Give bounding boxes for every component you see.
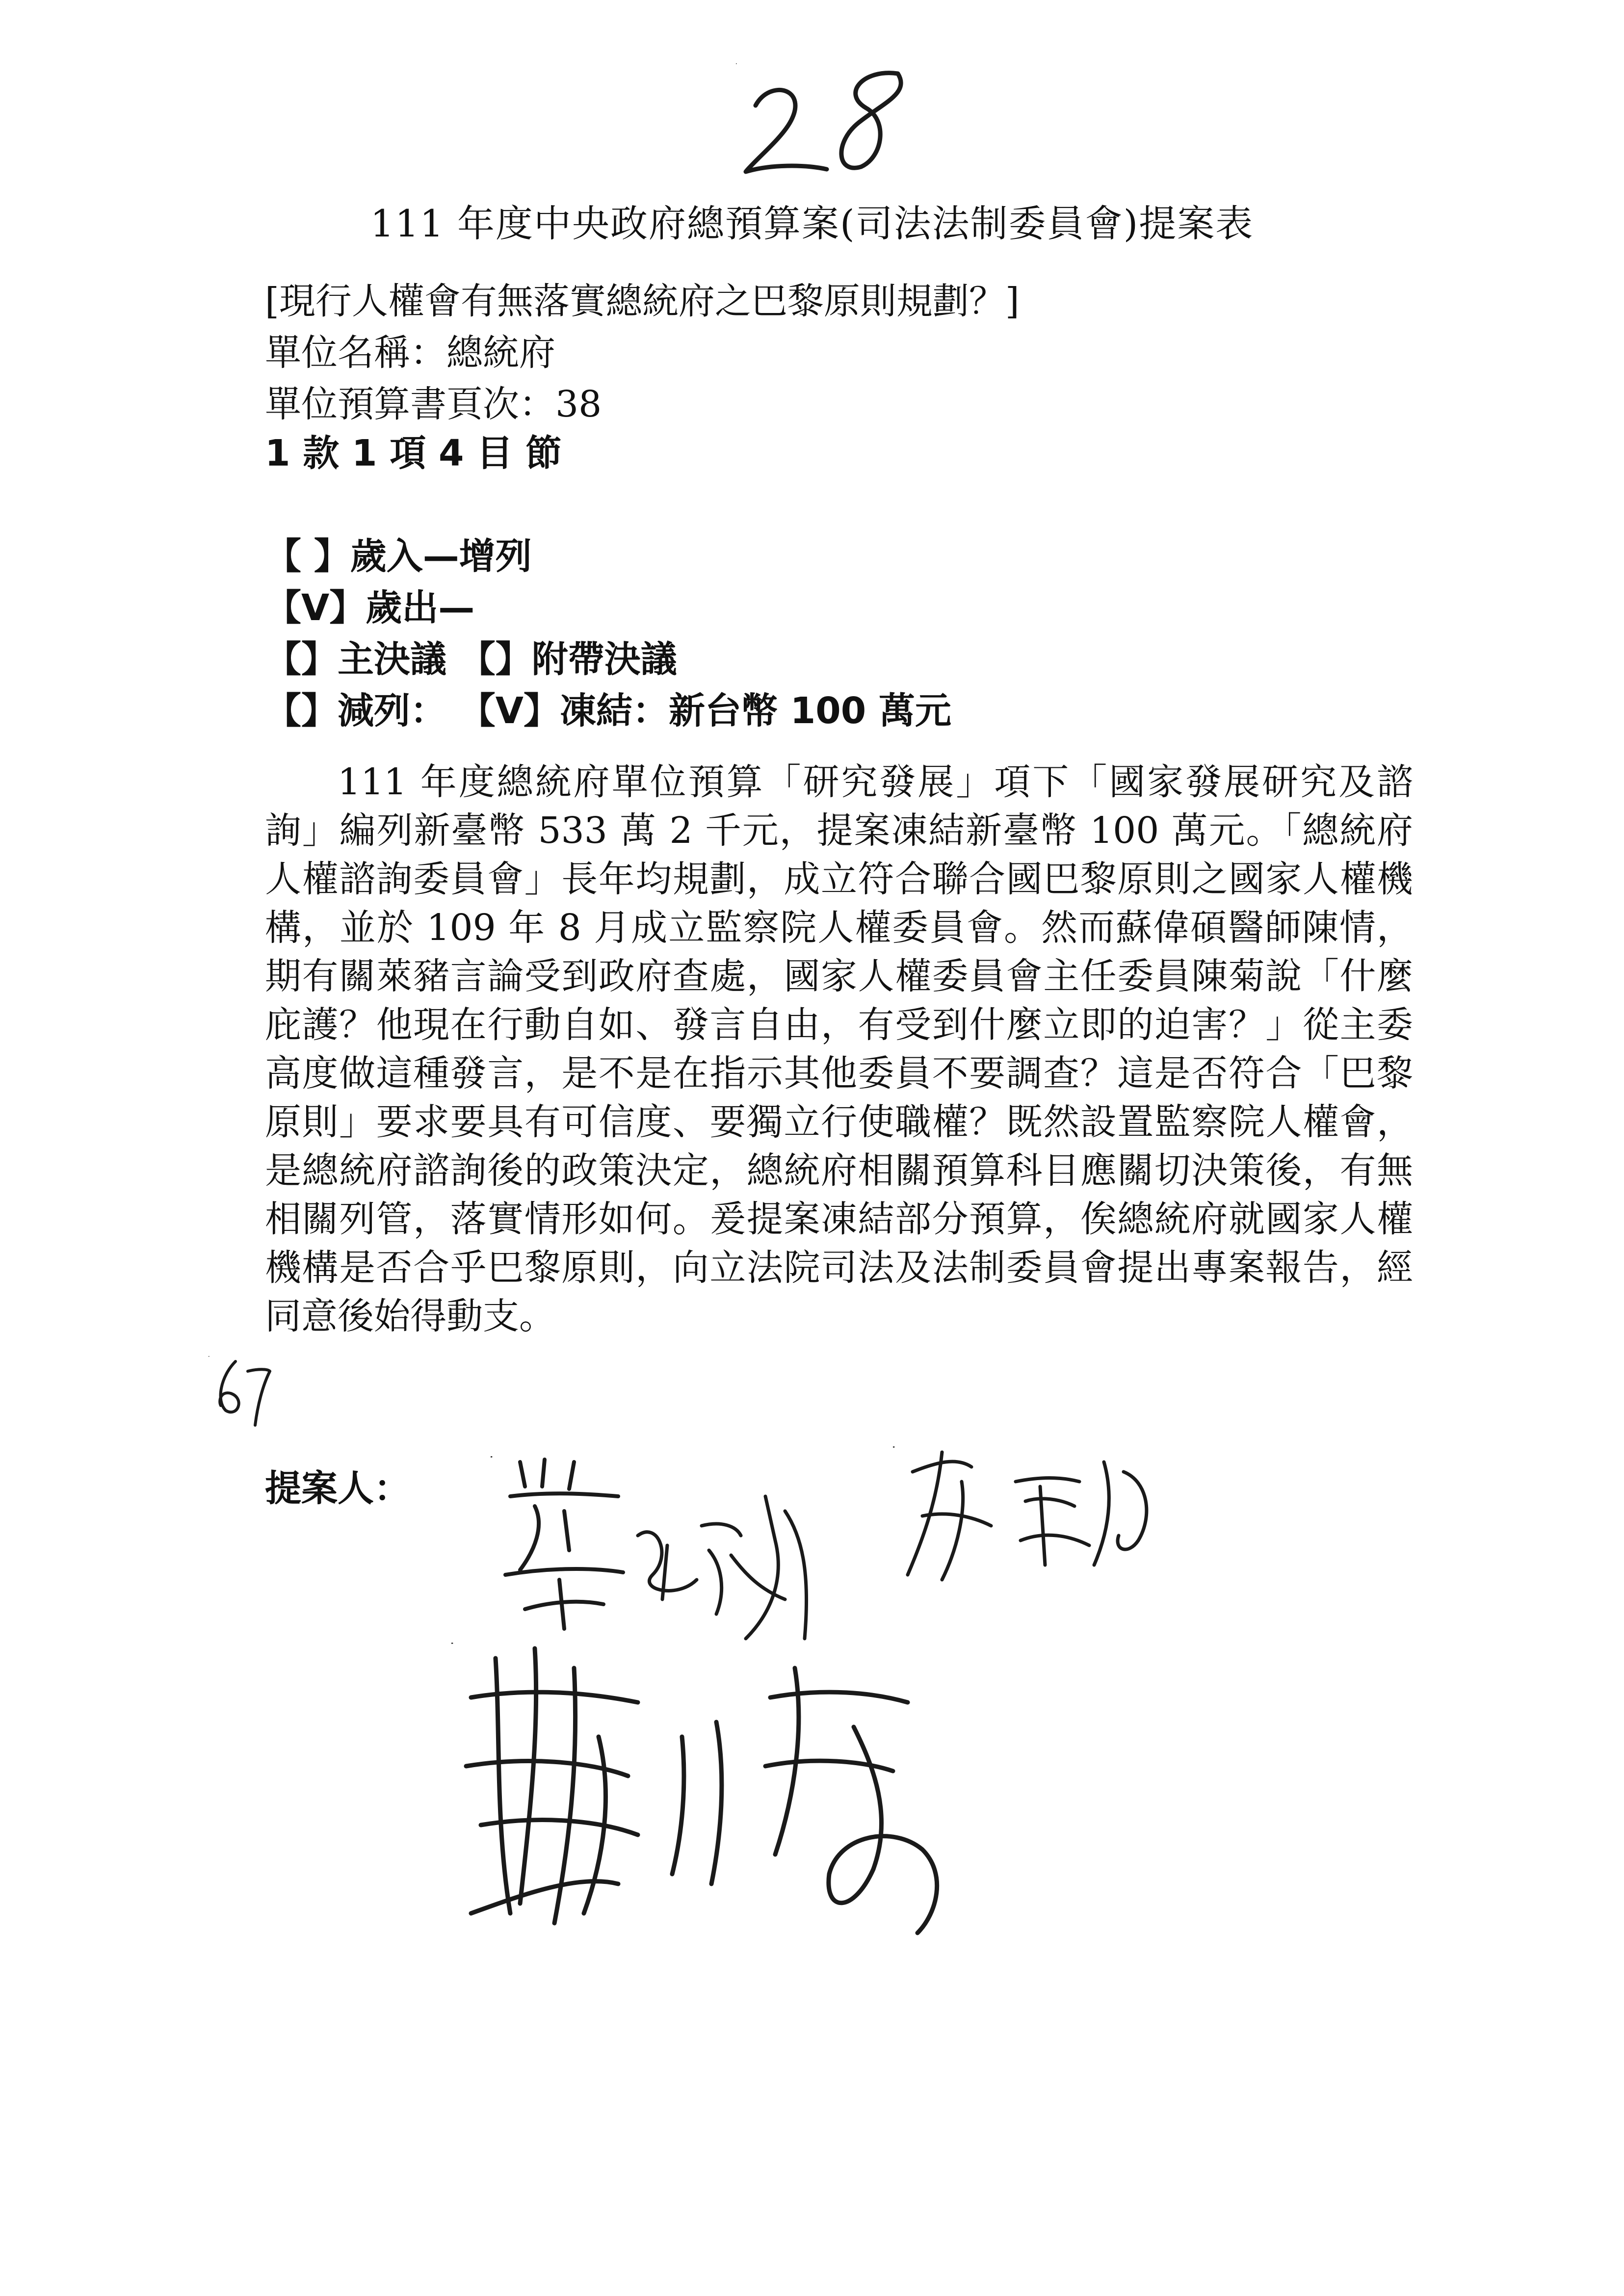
signature-1 xyxy=(491,1452,844,1658)
document-title: 111 年度中央政府總預算案(司法法制委員會)提案表 xyxy=(370,202,1254,245)
proposer-label: 提案人： xyxy=(265,1467,410,1510)
signature-3 xyxy=(451,1639,991,1943)
handwritten-page-number xyxy=(736,59,922,186)
signature-3-text xyxy=(451,1643,453,1644)
proposal-body: 111 年度總統府單位預算「研究發展」項下「國家發展研究及諮詢」編列新臺幣 533 萬 2 千元，提案凍結新臺幣 100 萬元。「總統府人權諮詢委員會」長年均規劃，成立符合聯合國巴黎原則之國家人權機構，並於 109 年 8 月成立監察院人權委員會。然而蘇偉碩醫師陳情，期有關萊豬言論受到政府查處，國家人權委員會主任委員陳菊說「什麼庇護？他現在行動自如、發言自由，有受到什麼立即的迫害？」從主委高度做這種發言，是不是在指示其他委員不要調查？這是否符合「巴黎原則」要求要具有可信度、要獨立行使職權？既然設置監察院人權會，是總統府諮詢後的政策決定，總統府相關預算科目應關切決策後，有無相關列管，落實情形如何。爰提案凍結部分預算，俟總統府就國家人權機構是否合乎巴黎原則，向立法院司法及法制委員會提出專案報告，經同意後始得動支。 xyxy=(265,761,1413,1337)
handwritten-margin-number xyxy=(209,1352,277,1430)
budget-page: 單位預算書頁次：38 xyxy=(265,383,602,425)
resolution-line: 【】主決議 【】附帶決議 xyxy=(265,638,677,680)
signature-2-text xyxy=(893,1446,894,1448)
unit-name: 單位名稱：總統府 xyxy=(265,332,555,374)
proposal-question: [現行人權會有無落實總統府之巴黎原則規劃？] xyxy=(265,280,1020,322)
page-number-text xyxy=(736,63,737,64)
signature-1-text xyxy=(491,1456,492,1458)
revenue-line: 【 】歲入—增列 xyxy=(265,535,532,577)
margin-number-text xyxy=(209,1356,210,1357)
item-code: 1 款 1 項 4 目 節 xyxy=(265,432,562,474)
action-line: 【】減列： 【V】凍結：新台幣 100 萬元 xyxy=(265,690,952,732)
signature-2 xyxy=(893,1442,1168,1590)
expenditure-line: 【V】歲出— xyxy=(265,587,475,629)
